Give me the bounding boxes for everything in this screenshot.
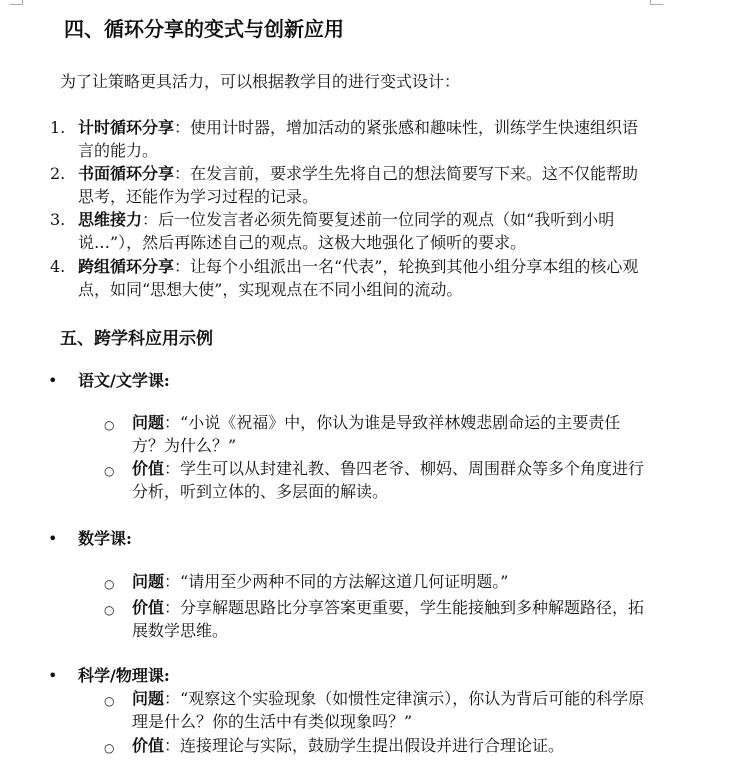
point-text: ：“小说《祝福》中，你认为谁是导致祥林嫂悲剧命运的主要责任方？为什么？” (132, 413, 621, 455)
item-label: 书面循环分享 (78, 164, 175, 183)
point-label: 问题 (132, 413, 165, 432)
list-item (50, 162, 650, 208)
section-4-heading: 四、循环分享的变式与创新应用 (64, 17, 344, 41)
sub-item (104, 570, 650, 593)
page-corner-mark-left (10, 0, 23, 5)
item-label: 计时循环分享 (78, 118, 175, 137)
list-item (50, 208, 650, 254)
circle-bullet-icon: ○ (104, 464, 115, 478)
item-text: ：使用计时器，增加活动的紧张感和趣味性，训练学生快速组织语言的能力。 (78, 118, 639, 160)
section-5-heading: 五、跨学科应用示例 (60, 329, 213, 349)
subject-bullet (48, 664, 170, 687)
item-text: ：在发言前，要求学生先将自己的想法简要写下来。这不仅能帮助思考，还能作为学习过程的记录。 (78, 164, 639, 206)
sub-item (104, 687, 650, 733)
item-text: ：让每个小组派出一名“代表”，轮换到其他小组分享本组的核心观点，如同“思想大使”，实现观点在不同小组间的流动。 (78, 257, 639, 299)
list-item (50, 116, 650, 162)
subject-bullet (48, 369, 170, 392)
point-text: ：“请用至少两种不同的方法解这道几何证明题。” (164, 572, 509, 591)
circle-bullet-icon: ○ (104, 418, 115, 432)
sub-item (104, 457, 650, 503)
list-number: 4. (50, 257, 66, 276)
point-text: ：分享解题思路比分享答案更重要，学生能接触到多种解题路径，拓展数学思维。 (132, 598, 645, 640)
bullet-icon: • (48, 666, 58, 685)
point-label: 问题 (132, 572, 165, 591)
subject-label: 数学课: (78, 529, 132, 548)
point-label: 问题 (132, 689, 165, 708)
subject-label: 科学/物理课: (78, 666, 170, 685)
list-item (50, 255, 650, 301)
circle-bullet-icon: ○ (104, 694, 115, 708)
sub-item (104, 596, 650, 642)
circle-bullet-icon: ○ (104, 741, 115, 755)
subject-label: 语文/文学课: (78, 371, 170, 390)
sub-item (104, 411, 650, 457)
point-label: 价值 (132, 736, 165, 755)
circle-bullet-icon: ○ (104, 603, 115, 617)
item-label: 跨组循环分享 (78, 257, 175, 276)
bullet-icon: • (48, 529, 58, 548)
circle-bullet-icon: ○ (104, 577, 115, 591)
list-number: 1. (50, 118, 66, 137)
subject-bullet (48, 527, 132, 550)
point-text: ：学生可以从封建礼教、鲁四老爷、柳妈、周围群众等多个角度进行分析，听到立体的、多层面的解读。 (132, 459, 645, 501)
bullet-icon: • (48, 371, 58, 390)
list-number: 3. (50, 210, 66, 229)
list-number: 2. (50, 164, 66, 183)
page-corner-mark-right (650, 0, 663, 5)
point-text: ：连接理论与实际，鼓励学生提出假设并进行合理论证。 (164, 736, 565, 755)
item-text: ：后一位发言者必须先简要复述前一位同学的观点（如“我听到小明说…”），然后再陈述自己的观点。这极大地强化了倾听的要求。 (78, 210, 615, 252)
point-label: 价值 (132, 459, 165, 478)
point-text: ：“观察这个实验现象（如惯性定律演示），你认为背后可能的科学原理是什么？你的生活中有类似现象吗？” (132, 689, 645, 731)
sub-item (104, 734, 650, 757)
section-4-intro: 为了让策略更具活力，可以根据教学目的进行变式设计： (60, 72, 461, 91)
item-label: 思维接力 (78, 210, 143, 229)
point-label: 价值 (132, 598, 165, 617)
